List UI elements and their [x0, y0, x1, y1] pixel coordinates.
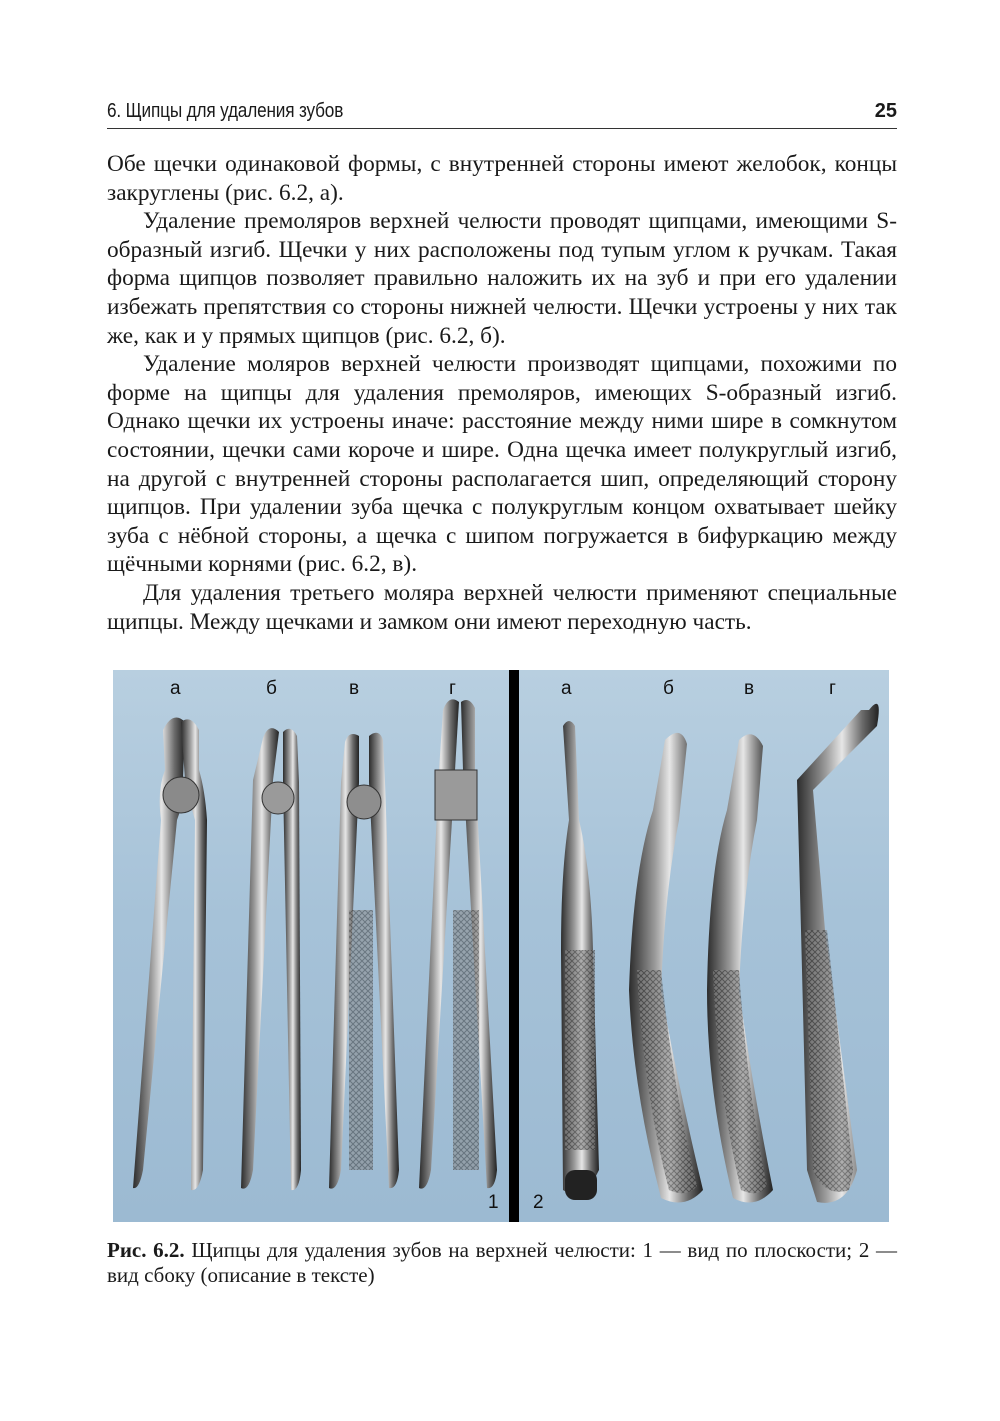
forceps-1b: [241, 728, 301, 1190]
paragraph-3: Удаление моляров верхней челюсти производят щипцами, похожими по форме на щипцы для удаления премоляров, имеющих S-образный изгиб. Однако щечки их устроены иначе: расстояние между ними шире в сомкнутом состоянии, щечки сами короче и шире. Одна щечка имеет полукруглый изгиб, на другой с внутренней стороны располагается шип, определяющий сторону щипцов. При удалении зуба щечка с полукруглым концом охватывает шейку зуба с нёбной стороны, а щечка с шипом погружается в бифуркацию между щёчными корнями (рис. 6.2, в).: [107, 351, 897, 578]
body-text: [107, 150, 897, 636]
panel-number-2: 2: [533, 1192, 544, 1213]
label-2d: г: [829, 678, 836, 699]
label-1a: а: [170, 678, 181, 699]
forceps-illustration: [113, 670, 889, 1222]
paragraph-2: Удаление премоляров верхней челюсти проводят щипцами, имеющими S-образный изгиб. Щечки у них расположены под тупым углом к ручкам. Такая форма щипцов позволяет правильно наложить их на зуб и при его удалении избежать препятствия со стороны нижней челюсти. Щечки устроены у них так же, как и у прямых щипцов (рис. 6.2, б).: [107, 208, 897, 349]
label-2a: а: [561, 678, 572, 699]
label-1d: г: [449, 678, 456, 699]
label-2c: в: [744, 678, 755, 699]
label-2b: б: [663, 678, 674, 699]
forceps-2c: [707, 734, 773, 1202]
forceps-2d: [797, 704, 879, 1203]
page-number: 25: [874, 100, 897, 122]
panel-number-1: 1: [488, 1192, 499, 1213]
caption-text: Щипцы для удаления зубов на верхней челюсти: 1 — вид по плоскости; 2 — вид сбоку (описание в тексте): [107, 1238, 897, 1287]
forceps-1a: [133, 718, 207, 1191]
figure-caption: [107, 1238, 897, 1288]
label-1b: б: [266, 678, 277, 699]
running-header: [107, 96, 897, 129]
figure-forceps-photo: [113, 670, 889, 1222]
forceps-2b: [629, 733, 703, 1203]
caption-label: Рис. 6.2.: [107, 1238, 185, 1262]
forceps-2a: [561, 721, 599, 1200]
paragraph-4: Для удаления третьего моляра верхней челюсти применяют специальные щипцы. Между щечками и замком они имеют переходную часть.: [107, 579, 897, 635]
chapter-title: 6. Щипцы для удаления зубов: [107, 100, 344, 122]
forceps-1c: [329, 733, 399, 1189]
paragraph-1: Обе щечки одинаковой формы, с внутренней стороны имеют желобок, концы закруглены (рис. 6.2, а).: [107, 151, 897, 206]
panel-divider: [509, 670, 519, 1222]
label-1c: в: [349, 678, 360, 699]
forceps-1d: [419, 699, 497, 1188]
